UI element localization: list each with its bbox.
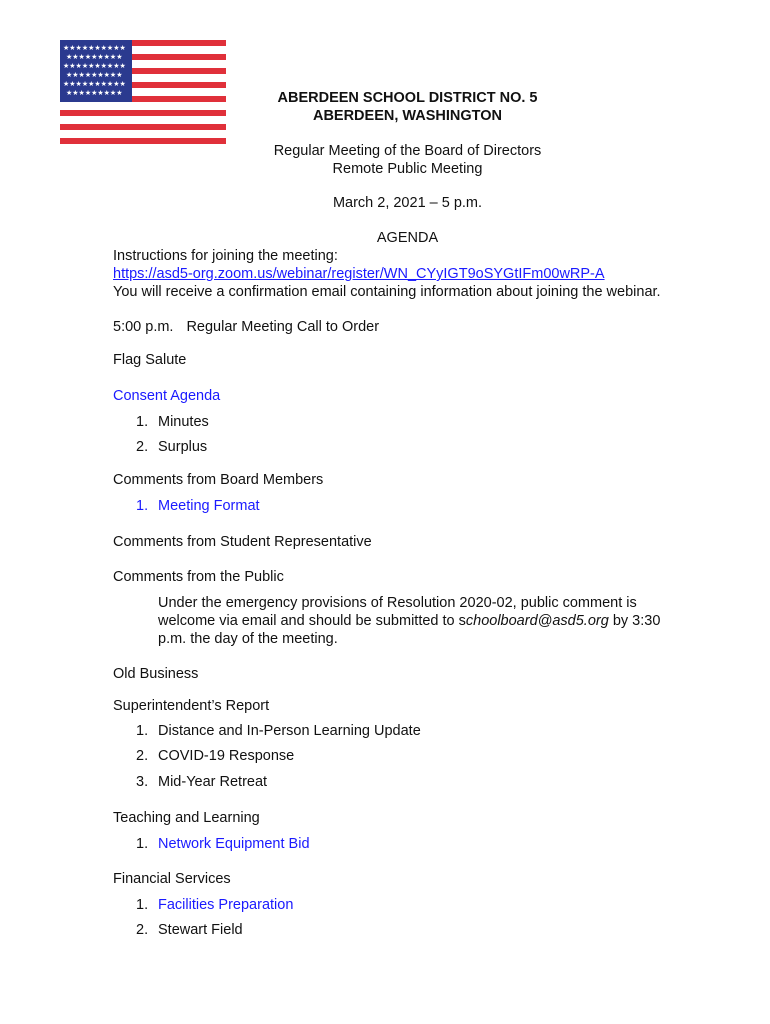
teaching-title: Teaching and Learning [113,810,260,826]
svg-text:★★★★★★★★★: ★★★★★★★★★ [66,53,123,61]
list-item: 2. Surplus [136,439,208,455]
network-equipment-bid-link[interactable]: Network Equipment Bid [158,836,310,852]
us-flag-icon [58,38,226,150]
list-item: 1. Minutes [136,414,209,430]
list-item: 1. Meeting Format [136,498,260,514]
svg-text:★★★★★★★★★: ★★★★★★★★★ [66,71,123,79]
svg-text:★★★★★★★★★★: ★★★★★★★★★★ [63,80,126,88]
meeting-mode: Remote Public Meeting [332,161,483,177]
board-email: choolboard@asd5.org [465,613,609,629]
meeting-date: March 2, 2021 – 5 p.m. [332,195,483,211]
svg-text:★★★★★★★★★★: ★★★★★★★★★★ [63,62,126,70]
consent-agenda-link[interactable]: Consent Agenda [113,388,221,404]
district-location: ABERDEEN, WASHINGTON [312,108,503,124]
public-comment-line3: p.m. the day of the meeting. [158,631,338,647]
webinar-link[interactable]: https://asd5-org.zoom.us/webinar/register/WN_CYyIGT9oSYGtIFm00wRP-A [113,266,605,282]
public-comments-title: Comments from the Public [113,569,284,585]
meeting-format-link[interactable]: Meeting Format [158,498,260,514]
list-item: 3. Mid-Year Retreat [136,774,268,790]
list-item: 1. Distance and In-Person Learning Update [136,723,421,739]
call-to-order-row [113,318,379,336]
list-item: 1. Network Equipment Bid [136,836,310,852]
agenda-heading: AGENDA [376,230,439,246]
list-item: 2. COVID-19 Response [136,748,295,764]
board-comments-title: Comments from Board Members [113,472,324,488]
confirmation-note: You will receive a confirmation email containing information about joining the webinar. [113,284,661,300]
student-rep-comments: Comments from Student Representative [113,534,372,550]
list-item: 1. Facilities Preparation [136,897,294,913]
old-business: Old Business [113,666,199,682]
svg-text:★★★★★★★★★★: ★★★★★★★★★★ [63,44,126,52]
call-to-order-time: 5:00 p.m. [113,319,174,335]
meeting-type: Regular Meeting of the Board of Directors [273,143,542,159]
district-name: ABERDEEN SCHOOL DISTRICT NO. 5 [277,90,538,106]
financial-title: Financial Services [113,871,231,887]
list-item: 2. Stewart Field [136,922,243,938]
flag-salute: Flag Salute [113,352,187,368]
call-to-order-label: Regular Meeting Call to Order [186,319,380,335]
svg-text:★★★★★★★★★: ★★★★★★★★★ [66,89,123,97]
instructions-heading: Instructions for joining the meeting: [113,248,338,264]
facilities-preparation-link[interactable]: Facilities Preparation [158,897,294,913]
superintendent-title: Superintendent’s Report [113,698,270,714]
public-comment-line1: Under the emergency provisions of Resolution 2020-02, public comment is [158,595,637,611]
public-comment-line2: welcome via email and should be submitted to schoolboard@asd5.org by 3:30 [158,613,661,629]
